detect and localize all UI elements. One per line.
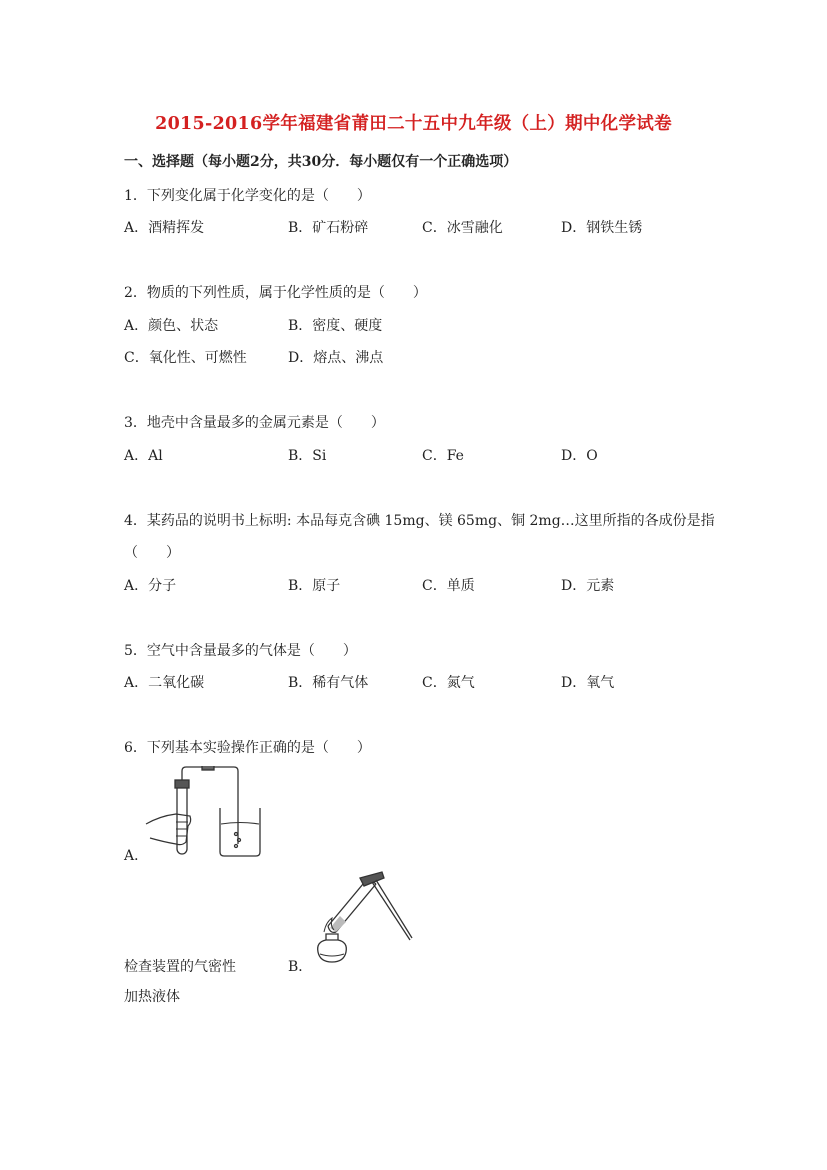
question-4-stem-continued: （ ） bbox=[124, 545, 180, 561]
question-4-stem: 4．某药品的说明书上标明: 本品每克含碘 15mg、镁 65mg、铜 2mg…这里所指的各成份是指 bbox=[124, 513, 715, 529]
question-6-option-a-label: A． bbox=[124, 848, 149, 864]
question-3-option-d: D．O bbox=[561, 448, 598, 464]
question-1-stem: 1．下列变化属于化学变化的是（ ） bbox=[124, 188, 371, 204]
question-6-option-b-text: 加热液体 bbox=[124, 989, 180, 1005]
question-1-option-d: D．钢铁生锈 bbox=[561, 220, 643, 236]
question-1-option-a: A．酒精挥发 bbox=[124, 220, 205, 236]
question-3-option-b: B．Si bbox=[288, 448, 327, 464]
question-6-option-b-label: B． bbox=[288, 959, 313, 975]
question-6-option-a-text: 检查装置的气密性 bbox=[124, 959, 236, 975]
airtightness-check-figure bbox=[142, 766, 267, 861]
question-2-option-b: B．密度、硬度 bbox=[288, 318, 383, 334]
question-2-option-c: C．氧化性、可燃性 bbox=[124, 350, 247, 366]
question-2-stem: 2．物质的下列性质，属于化学性质的是（ ） bbox=[124, 285, 427, 301]
question-5-option-d: D．氧气 bbox=[561, 675, 615, 691]
question-4-option-b: B．原子 bbox=[288, 578, 341, 594]
section-heading: 一、选择题（每小题2分，共30分．每小题仅有一个正确选项） bbox=[124, 154, 518, 170]
question-5-option-a: A．二氧化碳 bbox=[124, 675, 205, 691]
question-3-option-c: C．Fe bbox=[422, 448, 464, 464]
question-6-stem: 6．下列基本实验操作正确的是（ ） bbox=[124, 740, 371, 756]
question-5-option-c: C．氮气 bbox=[422, 675, 475, 691]
question-4-option-a: A．分子 bbox=[124, 578, 177, 594]
question-3-stem: 3．地壳中含量最多的金属元素是（ ） bbox=[124, 415, 385, 431]
heating-liquid-figure bbox=[312, 868, 417, 970]
question-5-option-b: B．稀有气体 bbox=[288, 675, 369, 691]
question-5-stem: 5．空气中含量最多的气体是（ ） bbox=[124, 643, 357, 659]
question-3-option-a: A．Al bbox=[124, 448, 163, 464]
page-title: 2015-2016学年福建省莆田二十五中九年级（上）期中化学试卷 bbox=[155, 114, 672, 134]
question-4-option-d: D．元素 bbox=[561, 578, 615, 594]
question-4-option-c: C．单质 bbox=[422, 578, 475, 594]
question-1-option-c: C．冰雪融化 bbox=[422, 220, 503, 236]
question-1-option-b: B．矿石粉碎 bbox=[288, 220, 369, 236]
question-2-option-d: D．熔点、沸点 bbox=[288, 350, 384, 366]
question-2-option-a: A．颜色、状态 bbox=[124, 318, 219, 334]
